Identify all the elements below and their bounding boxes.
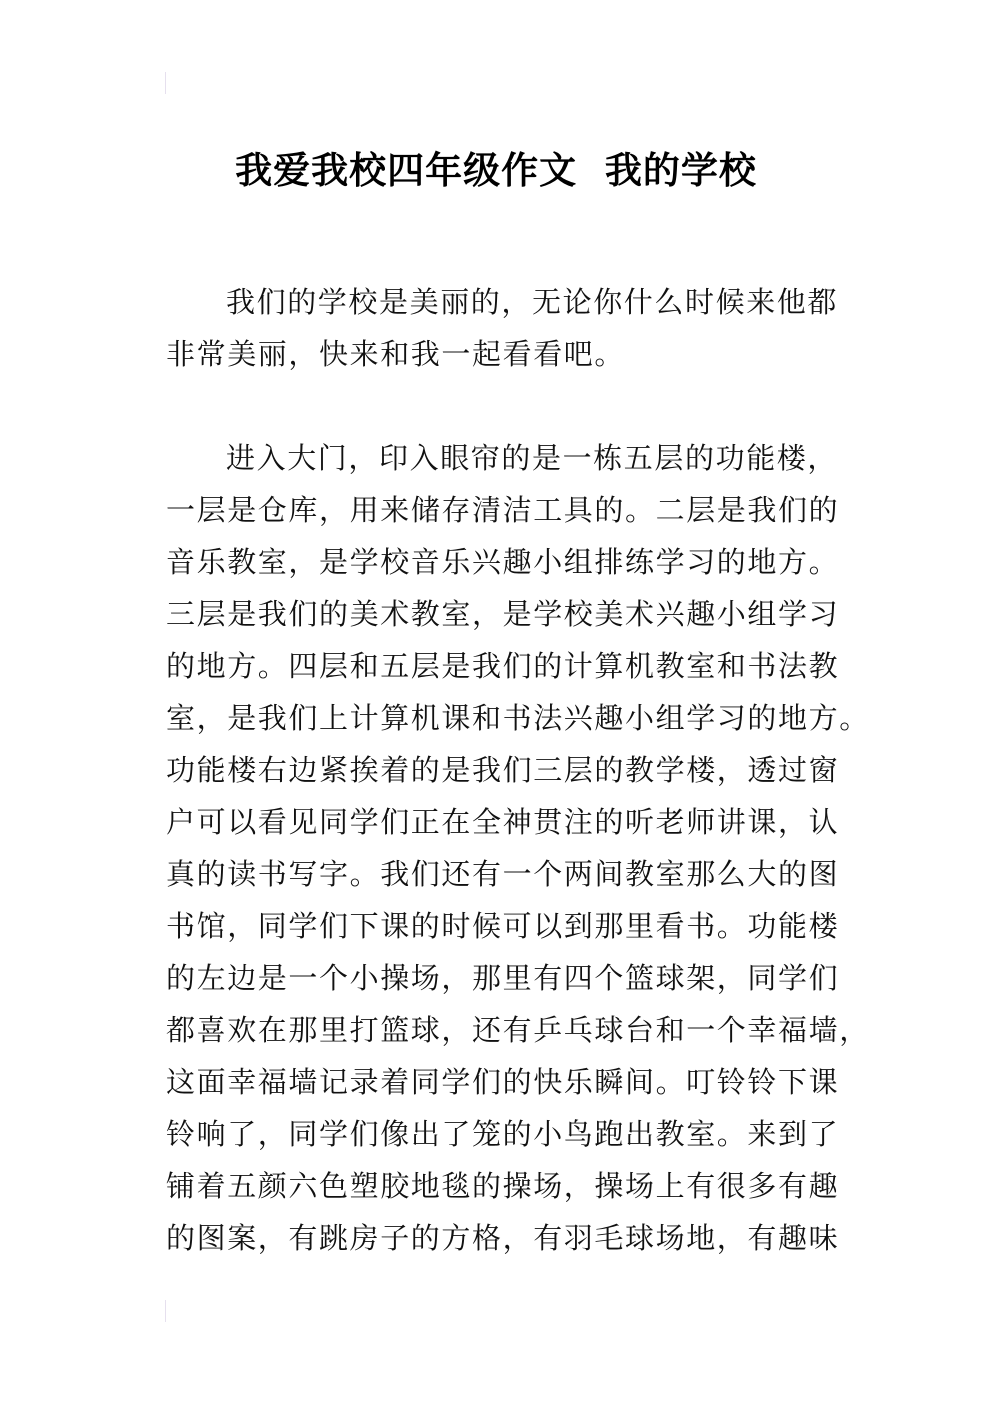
- text-line: 进入大门，印入眼帘的是一栋五层的功能楼，: [226, 441, 839, 475]
- text-line: 非常美丽，快来和我一起看看吧。: [166, 337, 626, 371]
- text-line: 功能楼右边紧挨着的是我们三层的教学楼，透过窗: [166, 753, 840, 787]
- text-line: 的左边是一个小操场，那里有四个篮球架，同学们: [166, 961, 840, 995]
- text-line: 真的读书写字。我们还有一个两间教室那么大的图: [166, 857, 840, 891]
- text-line: 书馆，同学们下课的时候可以到那里看书。功能楼: [166, 909, 840, 943]
- text-line: 铃响了，同学们像出了笼的小鸟跑出教室。来到了: [166, 1117, 840, 1151]
- text-line: 户可以看见同学们正在全神贯注的听老师讲课，认: [166, 805, 840, 839]
- text-line: 这面幸福墙记录着同学们的快乐瞬间。叮铃铃下课: [166, 1065, 840, 1099]
- paragraph-2: [166, 432, 870, 1264]
- text-line: 的图案，有跳房子的方格，有羽毛球场地，有趣味: [166, 1221, 840, 1255]
- text-line: 铺着五颜六色塑胶地毯的操场，操场上有很多有趣: [166, 1169, 840, 1203]
- text-line: 音乐教室，是学校音乐兴趣小组排练学习的地方。: [166, 545, 840, 579]
- text-line: 都喜欢在那里打篮球，还有乒乓球台和一个幸福墙，: [166, 1013, 870, 1047]
- text-line: 的地方。四层和五层是我们的计算机教室和书法教: [166, 649, 840, 683]
- text-line: 室，是我们上计算机课和书法兴趣小组学习的地方。: [166, 701, 870, 735]
- paragraph-1: [166, 276, 838, 380]
- text-line: 我们的学校是美丽的，无论你什么时候来他都: [226, 285, 839, 319]
- crop-mark-bottom: [165, 1300, 166, 1322]
- text-line: 三层是我们的美术教室，是学校美术兴趣小组学习: [166, 597, 840, 631]
- crop-mark-top: [165, 72, 166, 94]
- document-title: 我爱我校四年级作文 我的学校: [235, 148, 757, 192]
- text-line: 一层是仓库，用来储存清洁工具的。二层是我们的: [166, 493, 840, 527]
